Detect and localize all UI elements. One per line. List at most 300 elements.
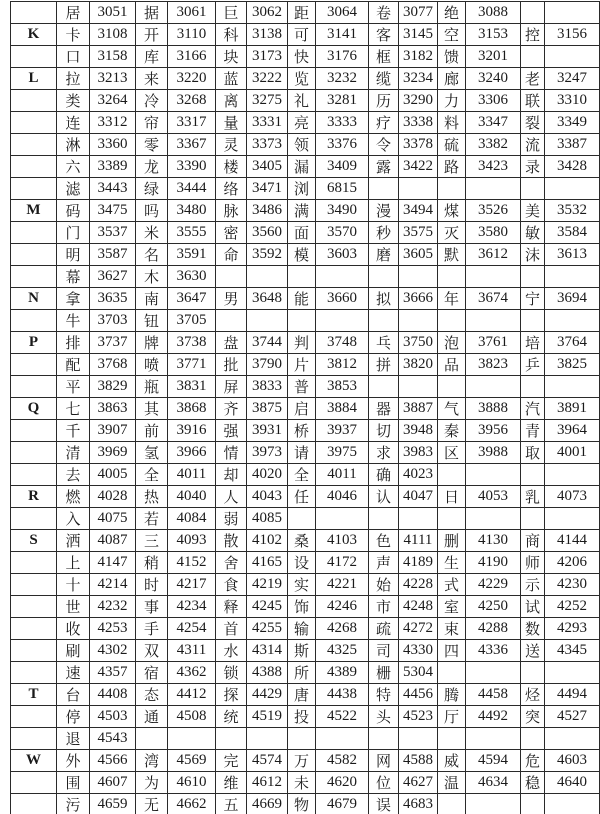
code-cell: 3875	[247, 398, 288, 420]
hanzi-cell: 桑	[288, 530, 316, 552]
code-cell: 4084	[168, 508, 216, 530]
code-cell	[545, 662, 600, 684]
hanzi-cell: 入	[57, 508, 90, 530]
hanzi-cell: 统	[216, 706, 247, 728]
hanzi-cell: 燃	[57, 486, 90, 508]
code-cell	[466, 662, 521, 684]
code-cell: 3825	[545, 354, 600, 376]
code-cell: 3648	[247, 288, 288, 310]
code-cell: 4607	[90, 772, 136, 794]
table-row	[11, 354, 600, 376]
code-cell: 3575	[399, 222, 438, 244]
table-row	[11, 618, 600, 640]
code-cell: 4172	[316, 552, 369, 574]
hanzi-cell: 卷	[369, 2, 399, 24]
code-cell: 3145	[399, 24, 438, 46]
hanzi-cell: 四	[438, 640, 466, 662]
code-cell: 3138	[247, 24, 288, 46]
code-cell: 3891	[545, 398, 600, 420]
hanzi-cell: 屏	[216, 376, 247, 398]
code-cell: 4190	[466, 552, 521, 574]
table-row	[11, 134, 600, 156]
code-cell: 4102	[247, 530, 288, 552]
code-cell: 3694	[545, 288, 600, 310]
hanzi-cell: 物	[288, 794, 316, 814]
hanzi-cell: 态	[136, 684, 168, 706]
hanzi-cell: 泡	[438, 332, 466, 354]
table-row	[11, 728, 600, 750]
hanzi-cell: 名	[136, 244, 168, 266]
hanzi-cell	[369, 376, 399, 398]
hanzi-cell: 弱	[216, 508, 247, 530]
hanzi-cell: 盘	[216, 332, 247, 354]
table-row	[11, 2, 600, 24]
hanzi-cell: 完	[216, 750, 247, 772]
hanzi-cell: 洒	[57, 530, 90, 552]
code-cell: 3764	[545, 332, 600, 354]
code-cell: 4189	[399, 552, 438, 574]
hanzi-cell: 全	[136, 464, 168, 486]
hanzi-cell: 脉	[216, 200, 247, 222]
code-cell: 4165	[247, 552, 288, 574]
code-cell: 3110	[168, 24, 216, 46]
hanzi-cell: 开	[136, 24, 168, 46]
hanzi-cell	[438, 662, 466, 684]
code-cell: 4522	[316, 706, 369, 728]
code-cell: 4144	[545, 530, 600, 552]
hanzi-cell: 离	[216, 90, 247, 112]
section-letter-cell	[11, 552, 57, 574]
code-cell: 4087	[90, 530, 136, 552]
code-cell: 3312	[90, 112, 136, 134]
code-cell: 3373	[247, 134, 288, 156]
hanzi-cell: 客	[369, 24, 399, 46]
hanzi-cell: 司	[369, 640, 399, 662]
code-cell: 4217	[168, 574, 216, 596]
hanzi-cell: 手	[136, 618, 168, 640]
hanzi-cell: 据	[136, 2, 168, 24]
code-cell: 4221	[316, 574, 369, 596]
hanzi-cell: 排	[57, 332, 90, 354]
code-cell: 4047	[399, 486, 438, 508]
hanzi-cell: 磨	[369, 244, 399, 266]
hanzi-cell: 裂	[521, 112, 545, 134]
code-cell: 3153	[466, 24, 521, 46]
hanzi-cell: 威	[438, 750, 466, 772]
code-cell: 3931	[247, 420, 288, 442]
hanzi-cell: 默	[438, 244, 466, 266]
code-cell: 3247	[545, 68, 600, 90]
code-cell: 4234	[168, 596, 216, 618]
code-cell: 3240	[466, 68, 521, 90]
section-letter-cell	[11, 266, 57, 288]
code-cell: 3988	[466, 442, 521, 464]
code-cell: 4040	[168, 486, 216, 508]
code-cell: 3868	[168, 398, 216, 420]
code-cell: 4458	[466, 684, 521, 706]
hanzi-cell: 钮	[136, 310, 168, 332]
hanzi-cell: 散	[216, 530, 247, 552]
code-cell: 3666	[399, 288, 438, 310]
hanzi-cell: 浏	[288, 178, 316, 200]
hanzi-cell: 漏	[288, 156, 316, 178]
section-letter-cell	[11, 376, 57, 398]
hanzi-cell: 区	[438, 442, 466, 464]
hanzi-cell: 廊	[438, 68, 466, 90]
table-row	[11, 222, 600, 244]
hanzi-cell: 漫	[369, 200, 399, 222]
hanzi-cell	[438, 310, 466, 332]
code-cell: 3532	[545, 200, 600, 222]
code-cell: 3222	[247, 68, 288, 90]
section-letter-cell: T	[11, 684, 57, 706]
hanzi-cell	[521, 2, 545, 24]
hanzi-cell: 污	[57, 794, 90, 814]
hanzi-cell: 为	[136, 772, 168, 794]
code-cell: 4023	[399, 464, 438, 486]
hanzi-cell: 探	[216, 684, 247, 706]
code-cell: 3409	[316, 156, 369, 178]
section-letter-cell: S	[11, 530, 57, 552]
hanzi-cell: 双	[136, 640, 168, 662]
code-cell: 3494	[399, 200, 438, 222]
hanzi-cell: 送	[521, 640, 545, 662]
code-cell: 3275	[247, 90, 288, 112]
hanzi-cell: 腾	[438, 684, 466, 706]
hanzi-cell: 路	[438, 156, 466, 178]
code-cell	[545, 376, 600, 398]
code-cell: 3823	[466, 354, 521, 376]
hanzi-cell: 饰	[288, 596, 316, 618]
hanzi-cell: 灵	[216, 134, 247, 156]
code-cell: 3108	[90, 24, 136, 46]
code-cell: 3173	[247, 46, 288, 68]
code-cell: 4325	[316, 640, 369, 662]
code-cell: 4569	[168, 750, 216, 772]
hanzi-cell: 齐	[216, 398, 247, 420]
hanzi-cell: 十	[57, 574, 90, 596]
hanzi-cell: 去	[57, 464, 90, 486]
table-row	[11, 464, 600, 486]
hanzi-cell: 满	[288, 200, 316, 222]
table-row	[11, 288, 600, 310]
code-cell: 4230	[545, 574, 600, 596]
hanzi-cell: 时	[136, 574, 168, 596]
table-row	[11, 112, 600, 134]
hanzi-cell: 无	[136, 794, 168, 814]
code-cell: 3317	[168, 112, 216, 134]
hanzi-cell	[521, 266, 545, 288]
hanzi-cell	[216, 728, 247, 750]
hanzi-cell: 误	[369, 794, 399, 814]
code-cell: 3306	[466, 90, 521, 112]
hanzi-cell: 生	[438, 552, 466, 574]
code-cell	[399, 178, 438, 200]
hanzi-cell: 切	[369, 420, 399, 442]
hanzi-cell: 男	[216, 288, 247, 310]
code-cell: 4011	[168, 464, 216, 486]
hanzi-cell: 网	[369, 750, 399, 772]
code-cell: 4640	[545, 772, 600, 794]
section-letter-cell: K	[11, 24, 57, 46]
code-cell: 4429	[247, 684, 288, 706]
code-cell: 3973	[247, 442, 288, 464]
hanzi-cell: 块	[216, 46, 247, 68]
section-letter-cell	[11, 354, 57, 376]
code-cell: 3182	[399, 46, 438, 68]
code-cell: 3833	[247, 376, 288, 398]
hanzi-cell: 乳	[521, 486, 545, 508]
code-cell	[466, 376, 521, 398]
hanzi-cell: 令	[369, 134, 399, 156]
table-row	[11, 24, 600, 46]
hanzi-cell: 五	[216, 794, 247, 814]
code-cell: 4073	[545, 486, 600, 508]
code-cell: 3937	[316, 420, 369, 442]
hanzi-cell: 控	[521, 24, 545, 46]
code-cell: 3360	[90, 134, 136, 156]
hanzi-cell: 认	[369, 486, 399, 508]
section-letter-cell	[11, 310, 57, 332]
hanzi-cell	[136, 728, 168, 750]
hanzi-cell: 米	[136, 222, 168, 244]
table-row	[11, 750, 600, 772]
hanzi-cell: 求	[369, 442, 399, 464]
hanzi-cell	[369, 310, 399, 332]
code-cell: 3768	[90, 354, 136, 376]
code-cell: 4111	[399, 530, 438, 552]
hanzi-cell: 来	[136, 68, 168, 90]
code-cell: 4594	[466, 750, 521, 772]
code-cell: 4627	[399, 772, 438, 794]
hanzi-cell: 类	[57, 90, 90, 112]
hanzi-cell: 突	[521, 706, 545, 728]
hanzi-cell: 汽	[521, 398, 545, 420]
hanzi-cell: 世	[57, 596, 90, 618]
code-cell: 4028	[90, 486, 136, 508]
hanzi-cell: 敏	[521, 222, 545, 244]
hanzi-cell: 乓	[369, 332, 399, 354]
code-cell: 3088	[466, 2, 521, 24]
hanzi-cell: 科	[216, 24, 247, 46]
section-letter-cell	[11, 574, 57, 596]
code-cell: 4043	[247, 486, 288, 508]
code-cell: 3310	[545, 90, 600, 112]
hanzi-cell: 喷	[136, 354, 168, 376]
hanzi-cell: 投	[288, 706, 316, 728]
hanzi-cell: 居	[57, 2, 90, 24]
hanzi-cell: 器	[369, 398, 399, 420]
code-cell: 3290	[399, 90, 438, 112]
section-letter-cell	[11, 706, 57, 728]
section-letter-cell	[11, 640, 57, 662]
hanzi-cell: 培	[521, 332, 545, 354]
hanzi-cell: 帘	[136, 112, 168, 134]
code-cell: 3570	[316, 222, 369, 244]
hanzi-cell: 若	[136, 508, 168, 530]
hanzi-cell: 平	[57, 376, 90, 398]
section-letter-cell	[11, 420, 57, 442]
hanzi-cell: 示	[521, 574, 545, 596]
hanzi-cell: 卡	[57, 24, 90, 46]
code-cell: 3062	[247, 2, 288, 24]
hanzi-cell: 束	[438, 618, 466, 640]
code-cell: 3969	[90, 442, 136, 464]
hanzi-cell: 水	[216, 640, 247, 662]
hanzi-cell: 青	[521, 420, 545, 442]
code-cell: 4408	[90, 684, 136, 706]
code-cell: 4389	[316, 662, 369, 684]
hanzi-cell: 零	[136, 134, 168, 156]
hanzi-cell: 配	[57, 354, 90, 376]
code-cell: 4494	[545, 684, 600, 706]
code-cell	[545, 508, 600, 530]
code-cell: 4254	[168, 618, 216, 640]
code-cell: 4093	[168, 530, 216, 552]
code-cell: 4250	[466, 596, 521, 618]
table-row	[11, 442, 600, 464]
code-cell: 3966	[168, 442, 216, 464]
code-cell: 3480	[168, 200, 216, 222]
code-cell: 4311	[168, 640, 216, 662]
hanzi-cell: 试	[521, 596, 545, 618]
code-cell: 4679	[316, 794, 369, 814]
code-cell: 3471	[247, 178, 288, 200]
hanzi-cell: 热	[136, 486, 168, 508]
hanzi-cell: 危	[521, 750, 545, 772]
code-cell	[247, 310, 288, 332]
hanzi-cell	[288, 728, 316, 750]
code-cell: 4206	[545, 552, 600, 574]
hanzi-cell: 稳	[521, 772, 545, 794]
hanzi-cell: 取	[521, 442, 545, 464]
section-letter-cell: M	[11, 200, 57, 222]
hanzi-cell: 氢	[136, 442, 168, 464]
code-cell: 3141	[316, 24, 369, 46]
code-cell: 3220	[168, 68, 216, 90]
hanzi-cell: 牌	[136, 332, 168, 354]
code-cell: 3907	[90, 420, 136, 442]
hanzi-cell: 秒	[369, 222, 399, 244]
table-row	[11, 244, 600, 266]
hanzi-cell: 命	[216, 244, 247, 266]
code-cell: 3378	[399, 134, 438, 156]
code-cell: 4314	[247, 640, 288, 662]
table-row	[11, 706, 600, 728]
code-cell	[399, 728, 438, 750]
code-cell	[466, 310, 521, 332]
code-cell: 3443	[90, 178, 136, 200]
code-cell: 3703	[90, 310, 136, 332]
code-cell: 6815	[316, 178, 369, 200]
code-cell: 4456	[399, 684, 438, 706]
code-table-body	[11, 2, 600, 814]
section-letter-cell	[11, 244, 57, 266]
code-cell: 4268	[316, 618, 369, 640]
code-cell: 3888	[466, 398, 521, 420]
hanzi-cell: 木	[136, 266, 168, 288]
hanzi-cell: 宁	[521, 288, 545, 310]
hanzi-cell: 领	[288, 134, 316, 156]
hanzi-cell: 商	[521, 530, 545, 552]
hanzi-cell: 外	[57, 750, 90, 772]
hanzi-cell: 框	[369, 46, 399, 68]
code-cell: 3490	[316, 200, 369, 222]
code-cell: 3201	[466, 46, 521, 68]
hanzi-cell: 沫	[521, 244, 545, 266]
code-cell: 4588	[399, 750, 438, 772]
code-cell	[466, 178, 521, 200]
code-cell: 4659	[90, 794, 136, 814]
table-row	[11, 156, 600, 178]
code-cell: 3333	[316, 112, 369, 134]
section-letter-cell	[11, 772, 57, 794]
hanzi-cell: 速	[57, 662, 90, 684]
code-cell: 4228	[399, 574, 438, 596]
code-cell: 4248	[399, 596, 438, 618]
code-cell: 3584	[545, 222, 600, 244]
hanzi-cell: 距	[288, 2, 316, 24]
hanzi-cell: 温	[438, 772, 466, 794]
code-cell: 4388	[247, 662, 288, 684]
code-cell: 3916	[168, 420, 216, 442]
code-cell: 3580	[466, 222, 521, 244]
section-letter-cell	[11, 662, 57, 684]
hanzi-cell: 数	[521, 618, 545, 640]
section-letter-cell	[11, 442, 57, 464]
hanzi-cell: 舍	[216, 552, 247, 574]
code-cell: 4612	[247, 772, 288, 794]
hanzi-cell: 却	[216, 464, 247, 486]
code-cell: 3376	[316, 134, 369, 156]
section-letter-cell	[11, 618, 57, 640]
code-cell: 4288	[466, 618, 521, 640]
code-cell: 4330	[399, 640, 438, 662]
code-cell: 3444	[168, 178, 216, 200]
code-cell: 4523	[399, 706, 438, 728]
code-cell	[545, 728, 600, 750]
section-letter-cell	[11, 134, 57, 156]
code-cell: 3748	[316, 332, 369, 354]
hanzi-cell: 硫	[438, 134, 466, 156]
code-cell	[545, 178, 600, 200]
code-cell: 3761	[466, 332, 521, 354]
code-cell	[466, 508, 521, 530]
code-cell	[545, 46, 600, 68]
hanzi-cell: 输	[288, 618, 316, 640]
code-cell: 3592	[247, 244, 288, 266]
code-cell: 4662	[168, 794, 216, 814]
hanzi-cell: 疏	[369, 618, 399, 640]
hanzi-cell: 围	[57, 772, 90, 794]
code-cell: 4620	[316, 772, 369, 794]
table-row	[11, 420, 600, 442]
table-row	[11, 640, 600, 662]
hanzi-cell: 刷	[57, 640, 90, 662]
code-cell: 3166	[168, 46, 216, 68]
hanzi-cell	[521, 794, 545, 814]
hanzi-cell: 联	[521, 90, 545, 112]
hanzi-cell: 露	[369, 156, 399, 178]
table-row	[11, 794, 600, 814]
table-row	[11, 486, 600, 508]
hanzi-cell: 瓶	[136, 376, 168, 398]
table-row	[11, 310, 600, 332]
code-cell: 4508	[168, 706, 216, 728]
hanzi-cell: 收	[57, 618, 90, 640]
hanzi-cell: 批	[216, 354, 247, 376]
code-cell: 4566	[90, 750, 136, 772]
